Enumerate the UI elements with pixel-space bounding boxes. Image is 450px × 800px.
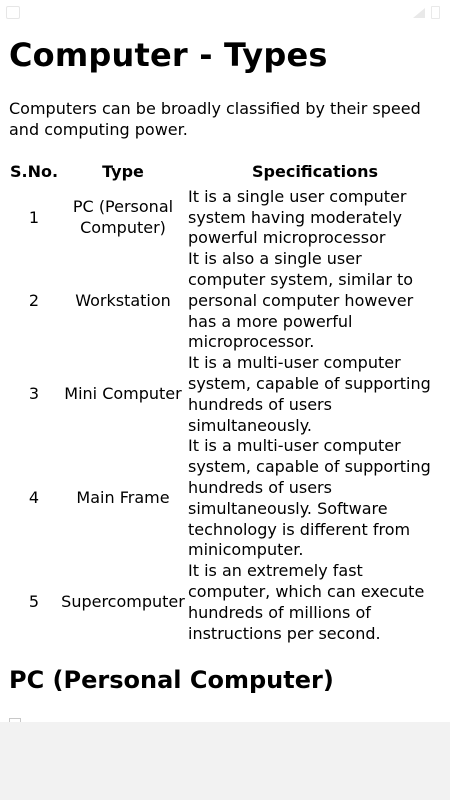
table-row: [8, 249, 444, 353]
row-spec: It is a multi-user computer system, capable of supporting hundreds of users simultaneously. Software technology is different from minicomputer.: [188, 436, 431, 560]
status-bar: [0, 0, 450, 26]
row-type: Supercomputer: [61, 592, 185, 612]
computer-types-table: [8, 160, 444, 644]
row-type: Main Frame: [76, 488, 170, 508]
status-icons: [413, 6, 440, 19]
row-sno: 4: [28, 488, 40, 508]
battery-icon: [431, 6, 440, 19]
row-sno: 2: [28, 290, 40, 310]
row-type: Mini Computer: [64, 384, 182, 404]
row-spec: It is an extremely fast computer, which can execute hundreds of millions of instructions per second.: [188, 561, 425, 643]
column-header-sno: S.No.: [9, 162, 59, 181]
row-spec: It is a single user computer system having moderately powerful microprocessor: [188, 186, 407, 248]
intro-paragraph: Computers can be broadly classified by their speed and computing power.: [9, 99, 421, 139]
table-row: [8, 561, 444, 644]
row-sno: 1: [28, 207, 40, 227]
notification-icon: [6, 6, 20, 19]
row-type: Workstation: [75, 290, 171, 310]
table-row: [8, 187, 444, 249]
page-title: Computer - Types: [9, 36, 328, 74]
table-row: [8, 436, 444, 561]
row-sno: 5: [28, 592, 40, 612]
section-title: PC (Personal Computer): [9, 666, 334, 694]
column-header-type: Type: [102, 162, 144, 181]
column-header-specifications: Specifications: [252, 162, 378, 181]
signal-icon: [413, 8, 425, 18]
row-type: PC (Personal Computer): [72, 197, 174, 237]
bottom-blank-area: [0, 722, 450, 800]
table-header-row: [8, 160, 444, 187]
row-spec: It is a multi-user computer system, capable of supporting hundreds of users simultaneously.: [188, 353, 431, 435]
table-row: [8, 353, 444, 436]
page-content[interactable]: [0, 26, 450, 722]
row-sno: 3: [28, 384, 40, 404]
row-spec: It is also a single user computer system, similar to personal computer however has a more powerful microprocessor.: [188, 249, 414, 352]
